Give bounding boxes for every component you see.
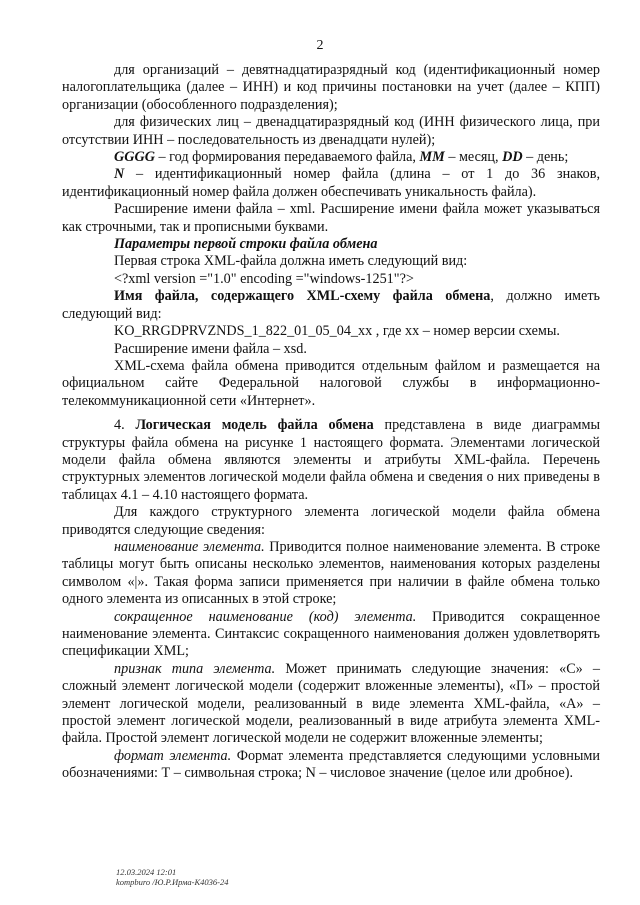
text-run: Может принимать следующие значения: «С» – сложный элемент логической модели (содержит вложенные элементы), «П» – простой элемент логической модели, реализованный в виде элемента XML-файла, «А» – простой элемент логической модели, реализованный в виде атрибута элемента XML-файла. Простой элемент логической модели не содержит вложенные элементы; <box>62 660 600 747</box>
text-run: Приводится сокращенное наименование элемента. Синтаксис сокращенного наименования должен удовлетворять спецификации XML; <box>62 608 600 660</box>
paragraph <box>62 539 600 609</box>
text-run: Приводится полное наименование элемента. В строке таблицы могут быть описаны несколько элементов, наименования которых разделены символом «|». Такая форма записи применяется при наличии в файле обмена только одного элемента из описанных в этой строке; <box>62 538 600 608</box>
footer-line: kompburo /Ю.Р.Ирма-К4036-24 <box>116 877 229 887</box>
paragraph <box>62 323 600 340</box>
text-run: наименование элемента. <box>114 538 265 555</box>
paragraph <box>62 166 600 201</box>
paragraph <box>62 504 600 539</box>
paragraph <box>62 288 600 323</box>
text-run: Параметры первой строки файла обмена <box>114 236 378 253</box>
paragraph-gap <box>62 410 600 417</box>
footer-line: 12.03.2024 12:01 <box>116 867 177 877</box>
paragraph <box>62 253 600 270</box>
text-run: – день; <box>522 149 569 166</box>
text-run: для организаций – девятнадцатиразрядный код (идентификационный номер налогоплательщика (далее – ИНН) и код причины постановки на учет (далее – КПП) организации (обособленного подразделения); <box>62 62 600 113</box>
text-run: для физических лиц – двенадцатиразрядный код (ИНН физического лица, при отсутствии ИНН – последовательность из двенадцати нулей); <box>62 114 600 148</box>
text-run: , должно иметь следующий вид: <box>62 288 601 322</box>
text-run: Формат элемента представляется следующими условными обозначениями: Т – символьная строка; N – числовое значение (целое или дробное). <box>62 747 600 782</box>
text-run: N <box>114 166 125 183</box>
paragraph <box>62 201 600 236</box>
text-run: Расширение имени файла – xsd. <box>114 340 307 357</box>
text-run: <?xml version ="1.0" encoding ="windows-1251"?> <box>114 270 414 287</box>
text-run: Для каждого структурного элемента логической модели файла обмена приводятся следующие сведения: <box>62 504 600 538</box>
paragraph <box>62 114 600 149</box>
paragraph <box>62 358 600 410</box>
text-run: DD <box>502 149 523 166</box>
paragraph <box>62 149 600 166</box>
paragraph <box>62 609 600 661</box>
paragraph <box>62 417 600 504</box>
text-run: 4. <box>114 417 136 434</box>
paragraph <box>62 341 600 358</box>
text-run: сокращенное наименование (код) элемента. <box>114 608 417 625</box>
text-run: признак типа элемента. <box>114 660 276 677</box>
text-run: Первая строка XML-файла должна иметь следующий вид: <box>114 253 468 270</box>
text-run: GGGG <box>114 149 155 166</box>
text-run: – год формирования передаваемого файла, <box>154 149 420 166</box>
text-run: формат элемента. <box>114 747 232 764</box>
text-run: MM <box>419 149 445 166</box>
document-body <box>62 62 600 783</box>
text-run: представлена в виде диаграммы структуры файла обмена на рисунке 1 настоящего формата. Элементами логической модели файла обмена являются элементы и атрибуты XML-файла. Перечень структурных элементов логической модели файла обмена и сведения о них приведены в таблицах 4.1 – 4.10 настоящего формата. <box>62 417 601 503</box>
page-number: 2 <box>316 38 324 53</box>
text-run: – идентификационный номер файла (длина – от 1 до 36 знаков, идентификационный номер файла должен обеспечивать уникальность файла). <box>62 166 600 200</box>
section-heading <box>62 236 600 253</box>
text-run: XML-схема файла обмена приводится отдельным файлом и размещается на официальном сайте Федеральной налоговой службы в информационно-телекоммуникационной сети «Интернет». <box>62 357 600 409</box>
paragraph <box>62 271 600 288</box>
text-run: Имя файла, содержащего XML-схему файла обмена <box>114 288 491 305</box>
text-run: Расширение имени файла – xml. Расширение имени файла может указываться как строчными, так и прописными буквами. <box>62 201 600 235</box>
paragraph <box>62 661 600 748</box>
footer-stamp <box>116 867 228 887</box>
text-run: Логическая модель файла обмена <box>135 417 374 434</box>
text-run: – месяц, <box>444 149 503 166</box>
paragraph <box>62 62 600 114</box>
text-run: KO_RRGDPRVZNDS_1_822_01_05_04_xx , где хх – номер версии схемы. <box>114 323 560 340</box>
paragraph <box>62 748 600 783</box>
